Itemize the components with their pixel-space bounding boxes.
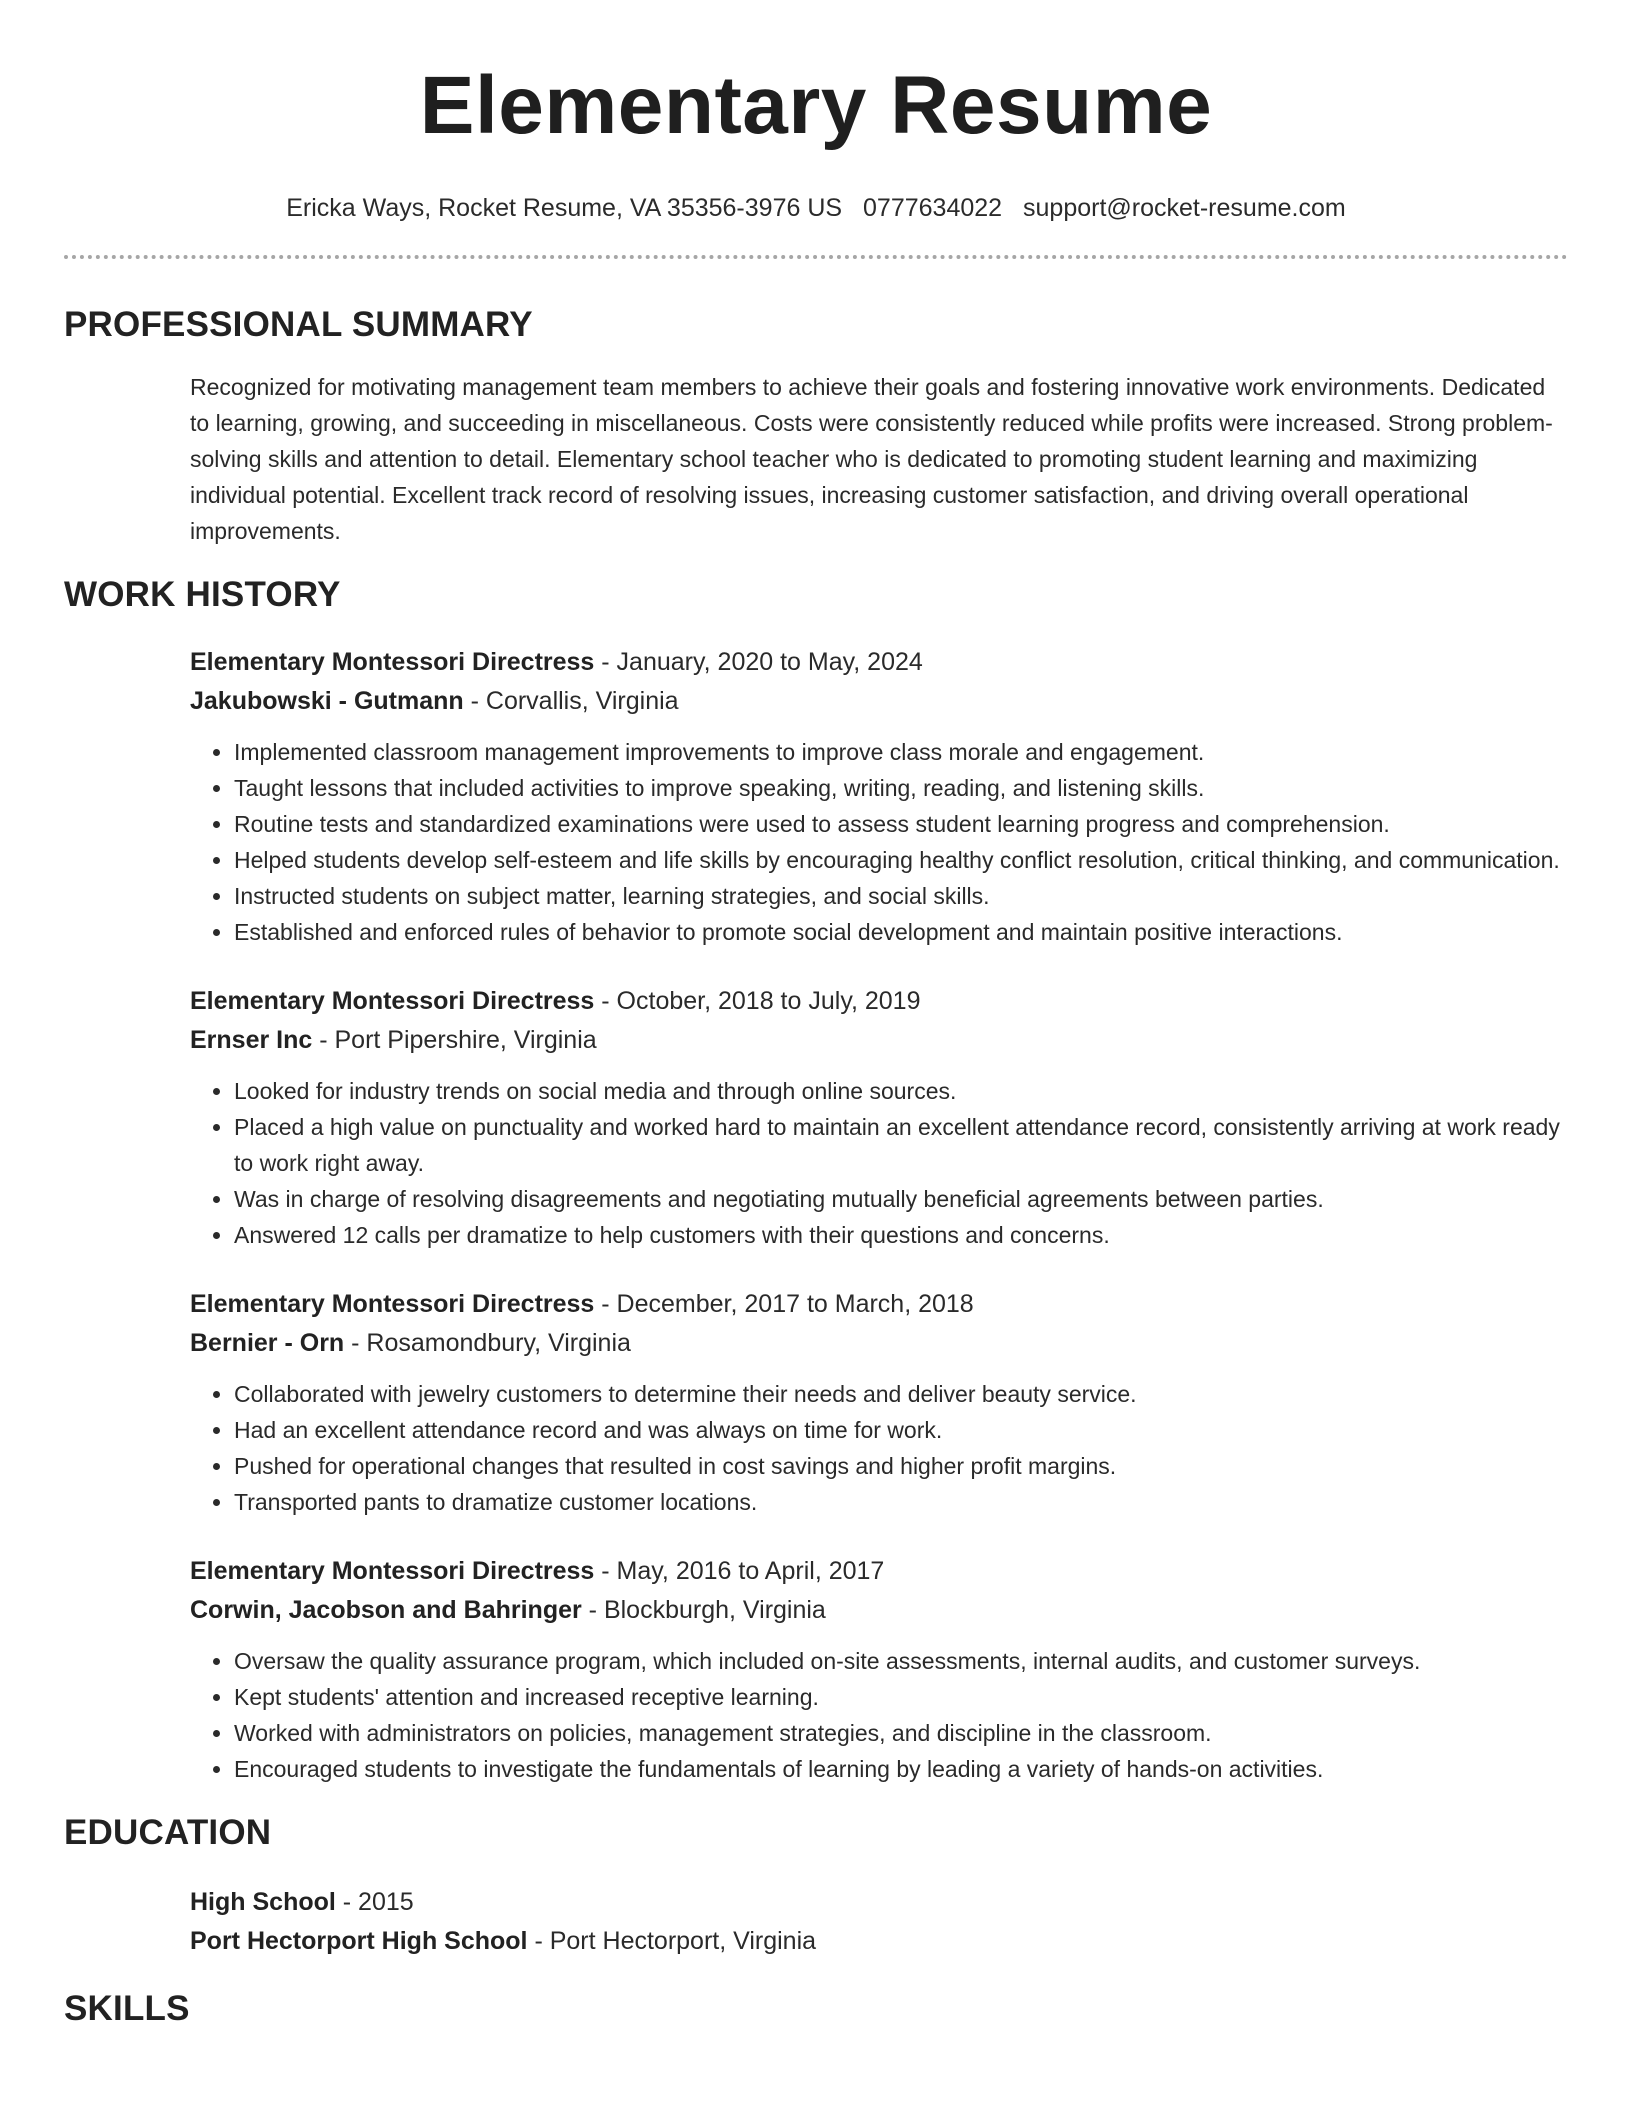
resume-page	[64, 0, 1568, 2031]
education-entry	[190, 1883, 1568, 1961]
job-location: - Blockburgh, Virginia	[581, 1596, 826, 1624]
list-item: • Had an excellent attendance record and was always on time for work.	[234, 1412, 1568, 1448]
list-item: • Established and enforced rules of behavior to promote social development and maintain positive interactions.	[234, 914, 1568, 950]
list-item: • Transported pants to dramatize customer locations.	[234, 1484, 1568, 1520]
section-heading-education: EDUCATION	[64, 1813, 272, 1852]
job-company-line	[190, 1021, 1568, 1060]
job-entry	[190, 1285, 1568, 1520]
job-company: Ernser Inc	[190, 1026, 313, 1054]
job-dates: - May, 2016 to April, 2017	[594, 1557, 885, 1585]
job-entry	[190, 982, 1568, 1253]
job-title-line	[190, 1552, 1568, 1591]
contact-phone: 0777634022	[863, 194, 1003, 222]
education-year: - 2015	[335, 1888, 414, 1916]
list-item: • Looked for industry trends on social media and through online sources.	[234, 1073, 1568, 1109]
job-bullets	[190, 1073, 1568, 1253]
job-dates: - December, 2017 to March, 2018	[594, 1290, 974, 1318]
job-entry	[190, 1552, 1568, 1787]
job-bullets	[190, 1376, 1568, 1520]
job-title: Elementary Montessori Directress	[190, 1557, 595, 1585]
section-heading-skills: SKILLS	[64, 1989, 190, 2028]
list-item: • Collaborated with jewelry customers to determine their needs and deliver beauty service.	[234, 1376, 1568, 1412]
contact-email: support@rocket-resume.com	[1023, 194, 1346, 222]
education-school-line	[190, 1922, 1568, 1961]
job-title-line	[190, 982, 1568, 1021]
list-item: • Worked with administrators on policies, management strategies, and discipline in the classroom.	[234, 1715, 1568, 1751]
summary-text: Recognized for motivating management team members to achieve their goals and fostering innovative work environments. Dedicated to learning, growing, and succeeding in miscellaneous. Costs were consistently reduced while profits were increased. Strong problem-solving skills and attention to detail. Elementary school teacher who is dedicated to promoting student learning and maximizing individual potential. Excellent track record of resolving issues, increasing customer satisfaction, and driving overall operational improvements.	[190, 374, 1553, 544]
job-company-line	[190, 682, 1568, 721]
job-company: Corwin, Jacobson and Bahringer	[190, 1596, 582, 1624]
job-title-line	[190, 643, 1568, 682]
job-company-line	[190, 1324, 1568, 1363]
list-item: • Instructed students on subject matter, learning strategies, and social skills.	[234, 878, 1568, 914]
header-divider	[64, 255, 1568, 259]
job-bullets	[190, 1643, 1568, 1787]
job-company-line	[190, 1591, 1568, 1630]
education-degree-line	[190, 1883, 1568, 1922]
education-degree: High School	[190, 1888, 336, 1916]
list-item: • Encouraged students to investigate the fundamentals of learning by leading a variety of hands-on activities.	[234, 1751, 1568, 1787]
job-company: Jakubowski - Gutmann	[190, 687, 464, 715]
job-bullets	[190, 734, 1568, 950]
list-item: • Implemented classroom management improvements to improve class morale and engagement.	[234, 734, 1568, 770]
list-item: • Kept students' attention and increased receptive learning.	[234, 1679, 1568, 1715]
job-title-line	[190, 1285, 1568, 1324]
contact-address: Ericka Ways, Rocket Resume, VA 35356-3976 US	[286, 194, 843, 222]
list-item: • Placed a high value on punctuality and worked hard to maintain an excellent attendance record, consistently arriving at work ready to work right away.	[234, 1109, 1568, 1181]
job-dates: - October, 2018 to July, 2019	[594, 987, 921, 1015]
list-item: • Answered 12 calls per dramatize to help customers with their questions and concerns.	[234, 1217, 1568, 1253]
education-location: - Port Hectorport, Virginia	[527, 1927, 817, 1955]
list-item: • Routine tests and standardized examinations were used to assess student learning progress and comprehension.	[234, 806, 1568, 842]
job-location: - Rosamondbury, Virginia	[344, 1329, 631, 1357]
list-item: • Helped students develop self-esteem and life skills by encouraging healthy conflict resolution, critical thinking, and communication.	[234, 842, 1568, 878]
job-title: Elementary Montessori Directress	[190, 648, 595, 676]
contact-line	[64, 192, 1568, 224]
section-heading-summary: PROFESSIONAL SUMMARY	[64, 305, 533, 344]
list-item: • Pushed for operational changes that resulted in cost savings and higher profit margins.	[234, 1448, 1568, 1484]
job-dates: - January, 2020 to May, 2024	[594, 648, 923, 676]
list-item: • Was in charge of resolving disagreements and negotiating mutually beneficial agreements between parties.	[234, 1181, 1568, 1217]
resume-title: Elementary Resume	[419, 60, 1213, 151]
education-school: Port Hectorport High School	[190, 1927, 528, 1955]
list-item: • Oversaw the quality assurance program, which included on-site assessments, internal audits, and customer surveys.	[234, 1643, 1568, 1679]
job-location: - Corvallis, Virginia	[463, 687, 679, 715]
list-item: • Taught lessons that included activities to improve speaking, writing, reading, and listening skills.	[234, 770, 1568, 806]
job-location: - Port Pipershire, Virginia	[312, 1026, 597, 1054]
job-title: Elementary Montessori Directress	[190, 987, 595, 1015]
section-heading-work: WORK HISTORY	[64, 575, 341, 614]
job-entry	[190, 643, 1568, 950]
job-title: Elementary Montessori Directress	[190, 1290, 595, 1318]
job-company: Bernier - Orn	[190, 1329, 345, 1357]
